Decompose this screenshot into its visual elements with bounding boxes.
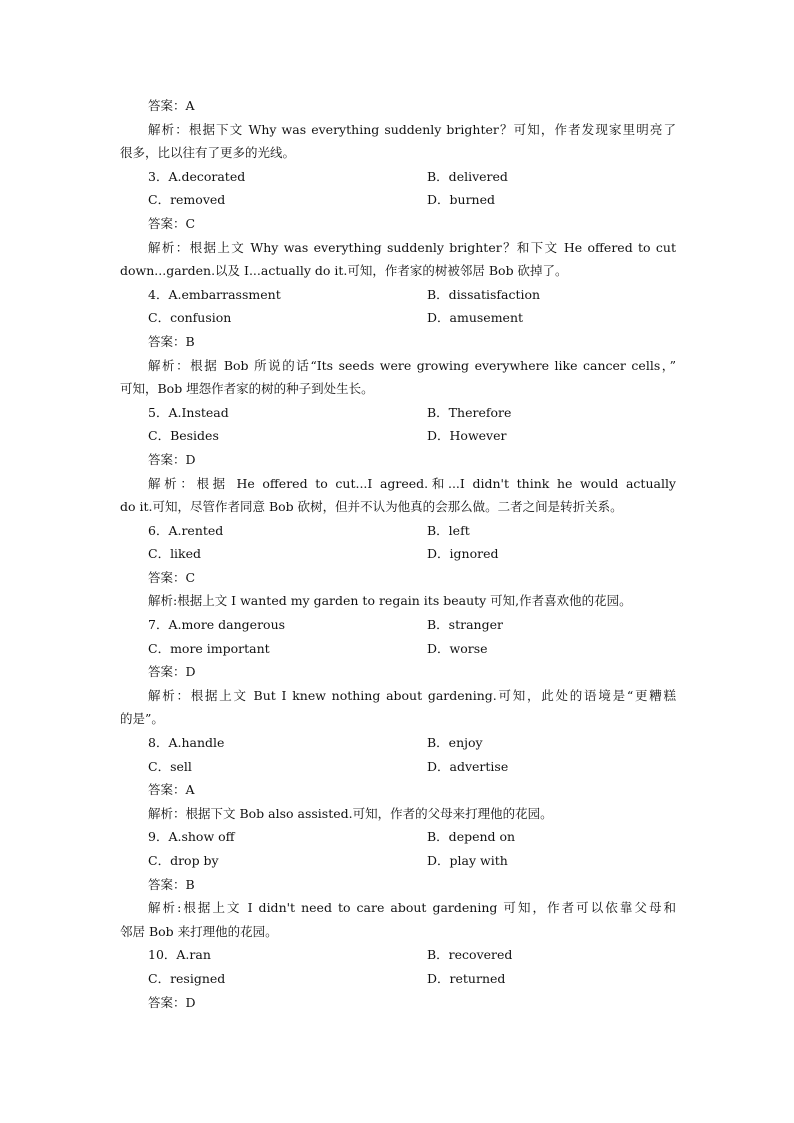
option-d: D．advertise: [427, 758, 509, 774]
analysis-line: 可知，Bob 埋怨作者家的树的种子到处生长。: [120, 381, 374, 397]
option-b: B．stranger: [427, 617, 503, 633]
option-b: B．enjoy: [427, 735, 483, 751]
question-10-options-row1: [120, 943, 676, 967]
answer-line: 答案：D: [148, 451, 196, 467]
option-d: D．worse: [427, 640, 488, 656]
option-b: B．depend on: [427, 829, 516, 845]
option-c: C．liked: [148, 546, 202, 562]
analysis-line: 邻居 Bob 来打理他的花园。: [120, 923, 278, 939]
option-c: C．more important: [148, 640, 270, 656]
option-d: D．burned: [427, 192, 495, 208]
analysis-line: 解析:根据上文 I wanted my garden to regain its beauty 可知,作者喜欢他的花园。: [148, 593, 632, 609]
answer-key: [120, 94, 676, 1014]
question-8-options-row1: [120, 731, 676, 755]
question-5-options-row1: [120, 401, 676, 425]
analysis-line: 解析：根据 Bob 所说的话“Its seeds were growing everywhere like cancer cells，”: [148, 357, 676, 373]
option-b: B．recovered: [427, 947, 513, 963]
question-7-options-row1: [120, 613, 676, 637]
question-6-options-row1: [120, 519, 676, 543]
question-4-options-row1: [120, 283, 676, 307]
answer-line: 答案：A: [148, 782, 195, 798]
option-d: D．ignored: [427, 546, 499, 562]
analysis-line: 解析：根据 He offered to cut...I agreed.和...I didn't think he would actually: [148, 475, 676, 491]
analysis-line: 解析:根据上文 I didn't need to care about gardening 可知，作者可以依靠父母和: [148, 900, 676, 916]
answer-line: 答案：B: [148, 333, 195, 349]
question-3-options-row1: [120, 165, 676, 189]
option-c: C．Besides: [148, 428, 219, 444]
question-10-options-row2: [120, 967, 676, 991]
option-a: 4．A.embarrassment: [148, 286, 281, 302]
option-a: 5．A.Instead: [148, 404, 229, 420]
analysis-line: do it.可知，尽管作者同意 Bob 砍树，但并不认为他真的会那么做。二者之间是转折关系。: [120, 499, 623, 515]
option-c: C．confusion: [148, 310, 232, 326]
question-6-options-row2: [120, 542, 676, 566]
option-a: 8．A.handle: [148, 735, 225, 751]
option-c: C．removed: [148, 192, 226, 208]
question-9-options-row1: [120, 825, 676, 849]
option-d: D．returned: [427, 970, 506, 986]
answer-line: 答案：A: [148, 98, 195, 113]
question-9-options-row2: [120, 849, 676, 873]
analysis-line: 解析：根据下文 Why was everything suddenly brighter？可知，作者发现家里明亮了: [148, 121, 676, 137]
answer-line: 答案：C: [148, 569, 196, 585]
option-a: 10．A.ran: [148, 947, 211, 963]
option-b: B．dissatisfaction: [427, 286, 541, 302]
analysis-line: 很多，比以往有了更多的光线。: [120, 145, 296, 161]
question-5-options-row2: [120, 424, 676, 448]
question-4-options-row2: [120, 306, 676, 330]
option-d: D．play with: [427, 853, 508, 868]
option-d: D．However: [427, 428, 507, 444]
option-b: B．Therefore: [427, 404, 512, 420]
analysis-line: down...garden.以及 I...actually do it.可知，作者家的树被邻居 Bob 砍掉了。: [120, 263, 568, 279]
option-c: C．drop by: [148, 853, 219, 868]
option-a: 9．A.show off: [148, 829, 235, 845]
option-b: B．delivered: [427, 168, 508, 184]
option-a: 7．A.more dangerous: [148, 617, 286, 633]
option-b: B．left: [427, 522, 470, 538]
option-c: C．sell: [148, 758, 192, 774]
option-a: 3．A.decorated: [148, 168, 246, 184]
option-a: 6．A.rented: [148, 522, 224, 538]
option-c: C．resigned: [148, 970, 226, 986]
answer-line: 答案：D: [148, 664, 196, 680]
question-7-options-row2: [120, 637, 676, 661]
analysis-line: 解析：根据下文 Bob also assisted.可知，作者的父母来打理他的花园。: [148, 805, 553, 821]
answer-line: 答案：B: [148, 876, 195, 892]
answer-line: 答案：D: [148, 994, 196, 1010]
answer-line: 答案：C: [148, 215, 196, 231]
analysis-line: 解析：根据上文 But I knew nothing about gardening.可知，此处的语境是“更糟糕: [148, 687, 676, 703]
option-d: D．amusement: [427, 310, 524, 326]
analysis-line: 解析：根据上文 Why was everything suddenly brighter？和下文 He offered to cut: [148, 239, 676, 255]
analysis-line: 的是”。: [120, 711, 164, 727]
question-8-options-row2: [120, 755, 676, 779]
question-3-options-row2: [120, 188, 676, 212]
